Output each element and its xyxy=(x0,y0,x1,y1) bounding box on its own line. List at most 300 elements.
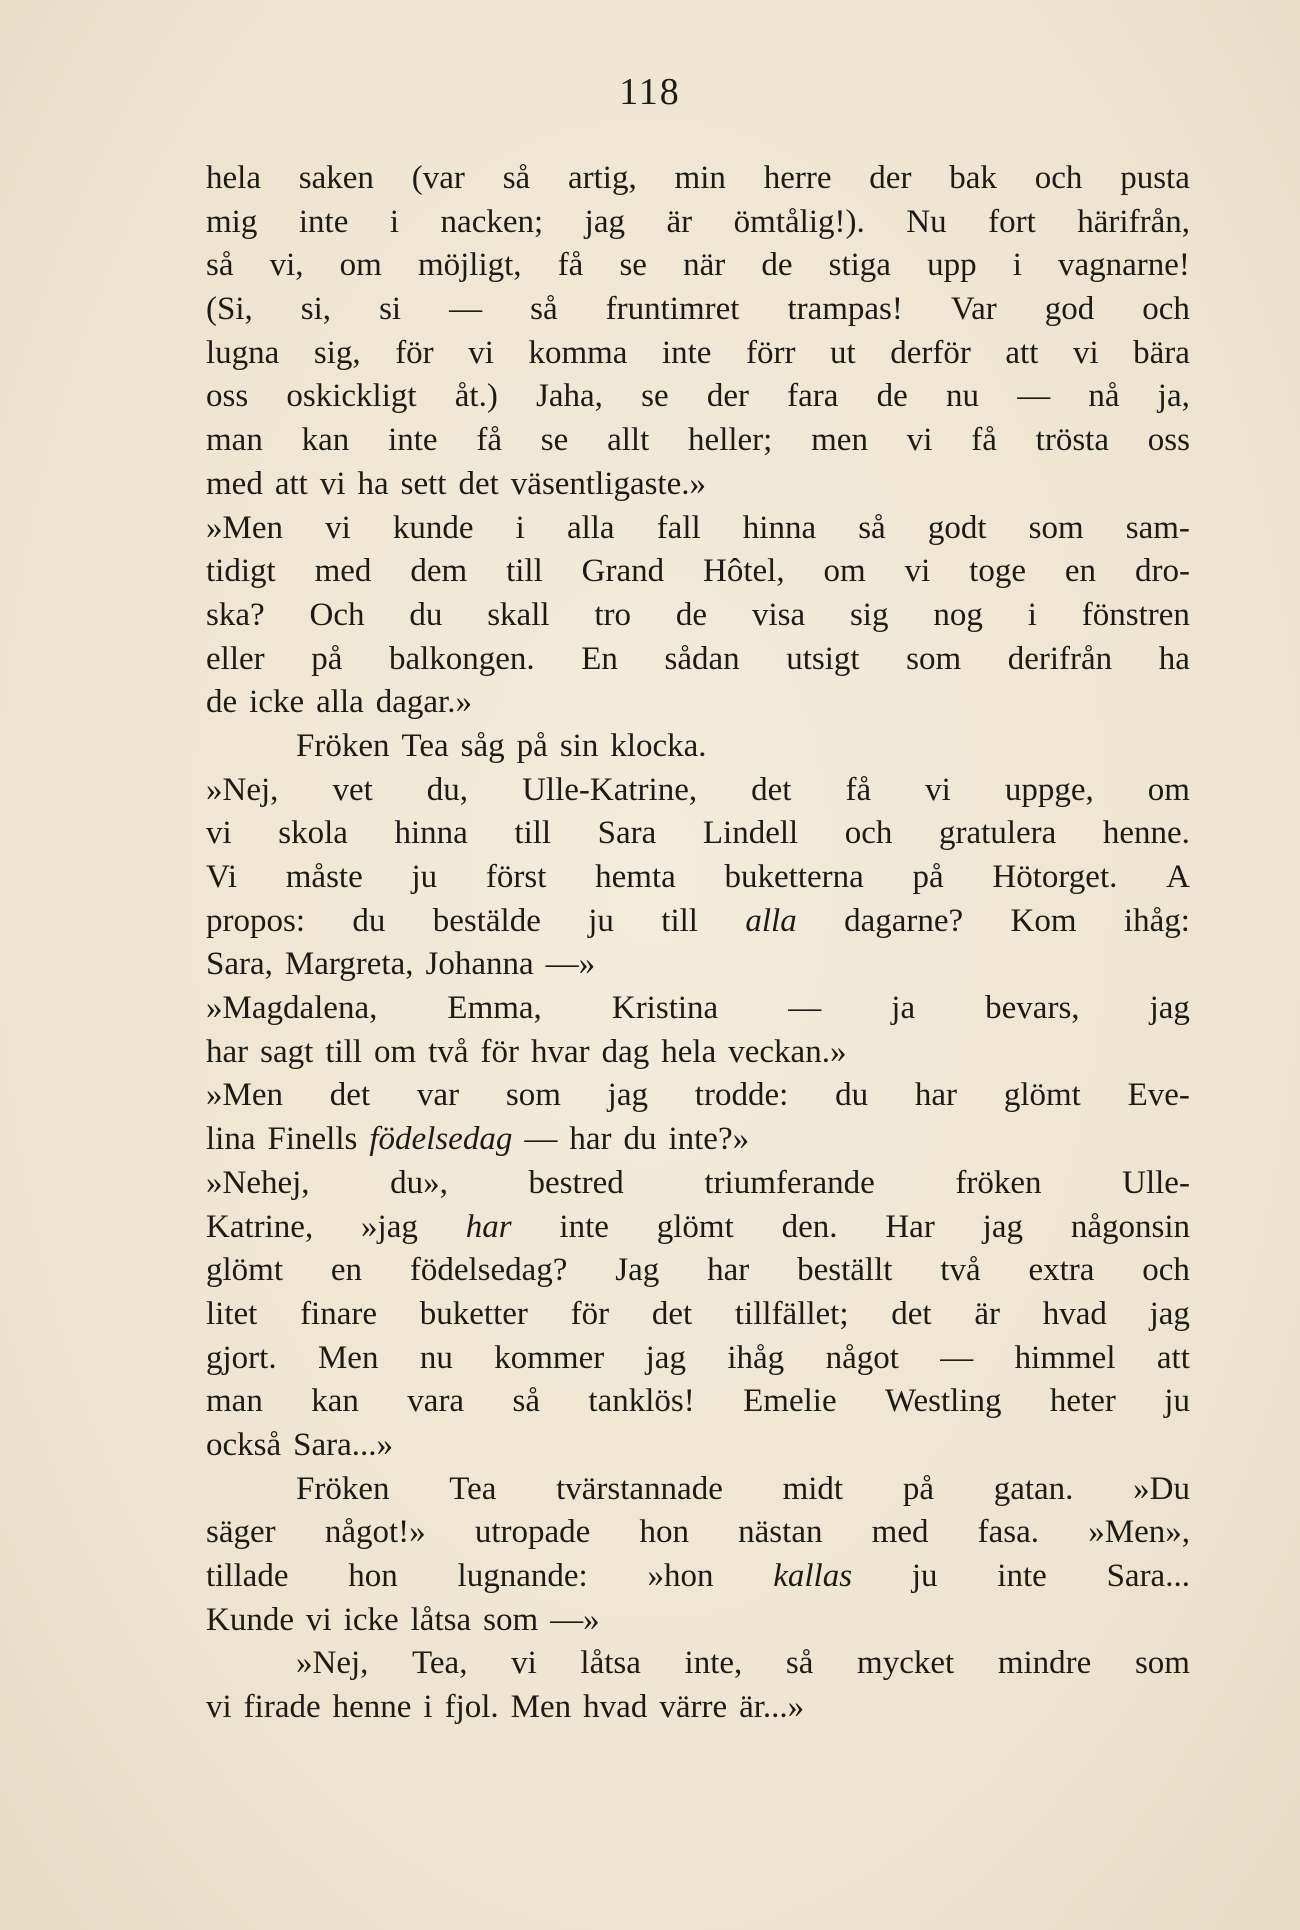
word: på xyxy=(902,1470,934,1507)
word: fall xyxy=(656,509,701,546)
word: Finells xyxy=(267,1121,358,1158)
word: eller xyxy=(206,640,265,677)
word: buketterna xyxy=(724,859,864,895)
word: när xyxy=(683,247,726,284)
word: jag xyxy=(607,1077,648,1114)
word: »Nej, xyxy=(206,771,279,808)
word: Emelie xyxy=(743,1383,837,1420)
word: få xyxy=(476,422,502,459)
word: min xyxy=(674,160,726,196)
word: buketter xyxy=(419,1295,528,1332)
word: Tea, xyxy=(412,1645,468,1682)
word: fjol. xyxy=(444,1689,499,1726)
word: beställt xyxy=(797,1252,893,1289)
word: Jag xyxy=(615,1252,660,1289)
word: två xyxy=(428,1033,469,1070)
word: god xyxy=(1044,291,1095,328)
word: herre xyxy=(763,160,832,196)
word: som xyxy=(1028,509,1084,546)
word: derifrån xyxy=(1007,640,1113,677)
word: i xyxy=(423,1689,433,1726)
word: om xyxy=(374,1033,417,1070)
word: Ulle- xyxy=(1122,1164,1190,1201)
word: få xyxy=(845,771,872,808)
word: triumferande xyxy=(704,1164,875,1201)
word: den. xyxy=(781,1208,838,1245)
word: ha xyxy=(1158,640,1190,677)
word: oss xyxy=(206,378,249,415)
word: det xyxy=(458,465,499,502)
word: utropade xyxy=(474,1514,591,1551)
word: dro- xyxy=(1134,553,1190,590)
word: extra xyxy=(1028,1252,1095,1289)
word: med xyxy=(871,1514,929,1551)
word: Grand xyxy=(581,553,665,590)
word: oss xyxy=(1147,422,1190,459)
word: —» xyxy=(550,1601,600,1638)
text-line xyxy=(206,1337,1190,1381)
text-line xyxy=(206,332,1190,376)
word: dem xyxy=(410,553,468,590)
word: till xyxy=(506,553,543,590)
word: gatan. xyxy=(993,1470,1074,1507)
word: kan xyxy=(301,422,350,459)
word: heter xyxy=(1049,1383,1116,1420)
word: vi xyxy=(319,465,346,502)
word: så xyxy=(530,291,558,328)
text-line xyxy=(206,1249,1190,1293)
word: sig, xyxy=(313,334,361,371)
word: för xyxy=(480,1033,519,1070)
word: har xyxy=(465,1208,512,1245)
word: vet xyxy=(332,771,373,808)
text-line xyxy=(206,1206,1190,1250)
word: födelsedag xyxy=(369,1121,513,1158)
word: himmel xyxy=(1014,1339,1116,1376)
word: vi xyxy=(325,509,351,546)
word: »Men xyxy=(206,509,283,546)
word: bära xyxy=(1133,334,1190,371)
word: Sara...» xyxy=(293,1426,394,1463)
word: tvärstannade xyxy=(556,1470,723,1507)
text-line xyxy=(206,1031,1190,1075)
word: till xyxy=(325,1033,362,1070)
word: hon xyxy=(348,1558,398,1594)
word: derför xyxy=(890,334,971,371)
word: hinna xyxy=(394,815,468,852)
word: ihåg: xyxy=(1123,902,1190,939)
text-line xyxy=(206,594,1190,638)
word: du xyxy=(352,902,386,939)
word: Emma, xyxy=(447,990,542,1027)
word: jag xyxy=(584,203,625,240)
word: sådan xyxy=(664,640,740,677)
word: »hon xyxy=(647,1558,714,1594)
word: jag xyxy=(1149,1295,1190,1332)
word: inte xyxy=(388,422,438,459)
word: ska? xyxy=(206,596,265,633)
word: om xyxy=(823,553,866,590)
word: toge xyxy=(969,553,1026,590)
word: vi xyxy=(206,1689,232,1726)
word: inte xyxy=(559,1208,609,1245)
word: härifrån, xyxy=(1077,203,1190,240)
word: är xyxy=(666,203,693,240)
word: säger xyxy=(206,1514,276,1551)
word: du xyxy=(623,1121,657,1158)
word: En xyxy=(581,640,618,677)
word: dagarne? xyxy=(844,902,964,939)
word: Och xyxy=(309,596,365,633)
word: de xyxy=(761,247,793,284)
word: så xyxy=(206,247,234,284)
word: saken xyxy=(298,160,374,196)
text-line xyxy=(206,1118,1190,1162)
word: i xyxy=(389,203,400,240)
text-line xyxy=(206,681,1190,725)
word: Kristina xyxy=(611,990,719,1027)
word: si, xyxy=(300,291,332,328)
word: så xyxy=(858,509,886,546)
word: är xyxy=(974,1295,1000,1332)
text-line xyxy=(206,288,1190,332)
word: — xyxy=(940,1339,974,1376)
text-line xyxy=(206,943,1190,987)
text-line xyxy=(206,1293,1190,1337)
word: nu xyxy=(419,1339,453,1376)
word: få xyxy=(557,247,584,284)
word: fröken xyxy=(955,1164,1042,1201)
word: så xyxy=(785,1645,814,1682)
text-line xyxy=(206,419,1190,463)
word: stiga xyxy=(828,247,891,284)
word: en xyxy=(1064,553,1097,590)
text-line xyxy=(206,1424,1190,1468)
word: åt.) xyxy=(454,378,498,415)
word: uppge, xyxy=(1004,771,1094,808)
word: skall xyxy=(487,596,550,633)
word: Men xyxy=(317,1339,379,1376)
word: Sara xyxy=(597,815,657,852)
text-line xyxy=(206,1555,1190,1599)
word: trampas! xyxy=(787,291,903,328)
word: hvad xyxy=(583,1689,648,1726)
word: alla xyxy=(316,684,364,721)
word: klocka. xyxy=(610,727,707,764)
word: »jag xyxy=(361,1208,418,1245)
word: nacken; xyxy=(440,203,544,240)
word: Fröken xyxy=(296,727,390,764)
word: de xyxy=(206,684,238,721)
word: hvar xyxy=(530,1033,590,1070)
word: vagnarne! xyxy=(1058,247,1190,284)
word: Nu xyxy=(906,203,947,240)
word: dagar.» xyxy=(375,684,472,721)
page-number: 118 xyxy=(619,71,681,113)
word: Hôtel, xyxy=(703,553,785,590)
text-line xyxy=(206,244,1190,288)
word: Jaha, xyxy=(536,378,603,415)
word: jag xyxy=(982,1208,1023,1245)
word: allt xyxy=(607,422,650,459)
word: henne xyxy=(332,1689,412,1726)
word: firade xyxy=(243,1689,321,1726)
word: mindre xyxy=(997,1645,1092,1682)
word: det xyxy=(651,1295,693,1332)
word: få xyxy=(971,422,997,459)
word: ju xyxy=(588,902,614,939)
word: Har xyxy=(885,1208,935,1245)
word: ha xyxy=(357,465,389,502)
text-line xyxy=(206,375,1190,419)
word: kommer xyxy=(494,1339,605,1376)
word: ju xyxy=(411,859,438,895)
word: Kunde xyxy=(206,1601,294,1638)
word: gjort. xyxy=(206,1339,277,1376)
word: Hötorget. xyxy=(992,859,1118,895)
word: se xyxy=(641,378,669,415)
word: sig xyxy=(849,596,889,633)
word: bestälde xyxy=(432,902,541,939)
word: inte xyxy=(997,1558,1047,1594)
word: möjligt, xyxy=(417,247,522,284)
text-line xyxy=(206,1380,1190,1424)
word: midt xyxy=(782,1470,844,1507)
word: väsentligaste.» xyxy=(510,465,706,502)
word: två xyxy=(940,1252,981,1289)
text-line xyxy=(206,769,1190,813)
word: ju xyxy=(1164,1383,1190,1420)
word: der xyxy=(706,378,749,415)
word: förr xyxy=(746,334,796,371)
word: Margreta, xyxy=(284,946,414,983)
text-line xyxy=(206,1599,1190,1643)
word: nå xyxy=(1088,378,1120,415)
word: ju xyxy=(911,1558,938,1594)
word: — xyxy=(449,291,483,328)
word: trösta xyxy=(1035,422,1109,459)
text-line xyxy=(206,201,1190,245)
text-line xyxy=(206,856,1190,900)
word: Fröken xyxy=(296,1470,390,1507)
word: »Men xyxy=(206,1077,283,1114)
word: du xyxy=(835,1077,869,1114)
word: något xyxy=(825,1339,899,1376)
word: nästan xyxy=(738,1514,823,1551)
word: att xyxy=(1005,334,1039,371)
word: ut xyxy=(830,334,856,371)
word: upp xyxy=(927,247,977,284)
word: »Men», xyxy=(1088,1514,1190,1551)
word: vi xyxy=(511,1645,537,1682)
word: men xyxy=(811,422,868,459)
word: vi xyxy=(925,771,951,808)
word: med xyxy=(206,465,263,502)
word: A xyxy=(1166,859,1190,895)
word: — xyxy=(1017,378,1051,415)
word: har xyxy=(569,1121,612,1158)
word: Eve- xyxy=(1127,1077,1190,1114)
word: till xyxy=(661,902,698,939)
word: inte?» xyxy=(668,1121,750,1158)
word: vi xyxy=(206,815,232,852)
word: glömt xyxy=(206,1252,284,1289)
text-line xyxy=(206,1468,1190,1512)
word: som xyxy=(483,1601,539,1638)
word: i xyxy=(515,509,525,546)
word: fruntimret xyxy=(605,291,740,328)
word: att xyxy=(274,465,308,502)
text-line xyxy=(206,463,1190,507)
word: bevars, xyxy=(985,990,1080,1027)
word: såg xyxy=(460,727,505,764)
word: nu xyxy=(946,378,980,415)
word: Men xyxy=(510,1689,572,1726)
word: veckan.» xyxy=(728,1033,847,1070)
word: först xyxy=(485,859,547,895)
word: jag xyxy=(645,1339,686,1376)
text-line xyxy=(206,507,1190,551)
word: lugnande: xyxy=(457,1558,588,1594)
text-line xyxy=(206,987,1190,1031)
word: tidigt xyxy=(206,553,276,590)
word: — xyxy=(524,1121,558,1158)
word: hemta xyxy=(595,859,676,895)
word: med xyxy=(314,553,372,590)
word: i xyxy=(1027,596,1037,633)
word: fönstren xyxy=(1081,596,1190,633)
word: i xyxy=(1012,247,1022,284)
word: om xyxy=(339,247,382,284)
body-text xyxy=(206,157,1190,1730)
word: icke xyxy=(343,1601,399,1638)
word: balkongen. xyxy=(388,640,535,677)
word: någonsin xyxy=(1070,1208,1190,1245)
word: Westling xyxy=(885,1383,1002,1420)
word: (var xyxy=(411,160,465,196)
word: jag xyxy=(1149,990,1190,1027)
word: »Du xyxy=(1133,1470,1190,1507)
word: sett xyxy=(400,465,447,502)
word: sagt xyxy=(260,1033,314,1070)
word: mig xyxy=(206,203,258,240)
word: hela xyxy=(206,160,261,196)
text-line xyxy=(206,812,1190,856)
word: är...» xyxy=(739,1689,805,1726)
word: hvad xyxy=(1042,1295,1107,1332)
word: födelsedag? xyxy=(409,1252,568,1289)
word: värre xyxy=(659,1689,728,1726)
word: och xyxy=(1142,291,1190,328)
word: »Magdalena, xyxy=(206,990,378,1027)
word: heller; xyxy=(688,422,773,459)
word: si xyxy=(379,291,402,328)
word: dag xyxy=(601,1033,650,1070)
word: som xyxy=(906,640,962,677)
word: Sara, xyxy=(206,946,273,983)
word: Katrine, xyxy=(206,1208,314,1245)
word: oskickligt xyxy=(286,378,417,415)
word: och xyxy=(844,815,893,852)
word: kallas xyxy=(773,1558,853,1594)
word: låtsa xyxy=(580,1645,641,1682)
word: kan xyxy=(311,1383,359,1420)
text-line xyxy=(206,1162,1190,1206)
word: till xyxy=(514,815,552,852)
word: på xyxy=(516,727,548,764)
word: —» xyxy=(545,946,596,983)
word: lugna xyxy=(206,334,280,371)
word: på xyxy=(311,640,343,677)
word: tro xyxy=(594,596,632,633)
text-line xyxy=(206,1642,1190,1686)
word: det xyxy=(751,771,792,808)
word: ihåg xyxy=(727,1339,785,1376)
word: en xyxy=(330,1252,363,1289)
word: kunde xyxy=(392,509,474,546)
word: har xyxy=(707,1252,750,1289)
word: »Nehej, xyxy=(206,1164,310,1201)
word: fara xyxy=(787,378,839,415)
word: bestred xyxy=(528,1164,624,1201)
word: — xyxy=(788,990,822,1027)
word: alla xyxy=(745,902,797,939)
word: det xyxy=(329,1077,371,1114)
word: vi xyxy=(906,422,933,459)
text-line xyxy=(206,1511,1190,1555)
word: låtsa xyxy=(410,1601,472,1638)
word: vi xyxy=(468,334,494,371)
text-line xyxy=(206,1074,1190,1118)
word: »Nej, xyxy=(296,1645,369,1682)
word: på xyxy=(912,859,944,895)
word: lina xyxy=(206,1121,256,1158)
word: fort xyxy=(988,203,1036,240)
text-line xyxy=(206,1686,1190,1730)
word: så xyxy=(502,160,531,196)
word: Johanna xyxy=(425,946,534,983)
word: hinna xyxy=(742,509,817,546)
word: bak xyxy=(949,160,997,196)
word: du», xyxy=(390,1164,448,1201)
word: för xyxy=(570,1295,610,1332)
word: hela xyxy=(661,1033,717,1070)
word: godt xyxy=(927,509,987,546)
word: gratulera xyxy=(939,815,1057,852)
word: se xyxy=(619,247,647,284)
word: sam- xyxy=(1125,509,1190,546)
word: vi xyxy=(305,1601,332,1638)
word: sin xyxy=(559,727,599,764)
word: nog xyxy=(933,596,983,633)
word: der xyxy=(869,160,912,196)
word: och xyxy=(1142,1252,1190,1289)
text-line xyxy=(206,157,1190,201)
word: ja, xyxy=(1157,378,1190,415)
word: man xyxy=(206,422,263,459)
word: och xyxy=(1034,160,1083,196)
word: inte xyxy=(298,203,349,240)
word: de xyxy=(876,378,908,415)
word: Lindell xyxy=(702,815,799,852)
word: det xyxy=(891,1295,932,1332)
word: Tea xyxy=(401,727,449,764)
word: trodde: xyxy=(694,1077,789,1114)
word: Sara... xyxy=(1106,1558,1190,1594)
word: som xyxy=(1134,1645,1190,1682)
word: glömt xyxy=(1003,1077,1081,1114)
word: henne. xyxy=(1102,815,1190,852)
